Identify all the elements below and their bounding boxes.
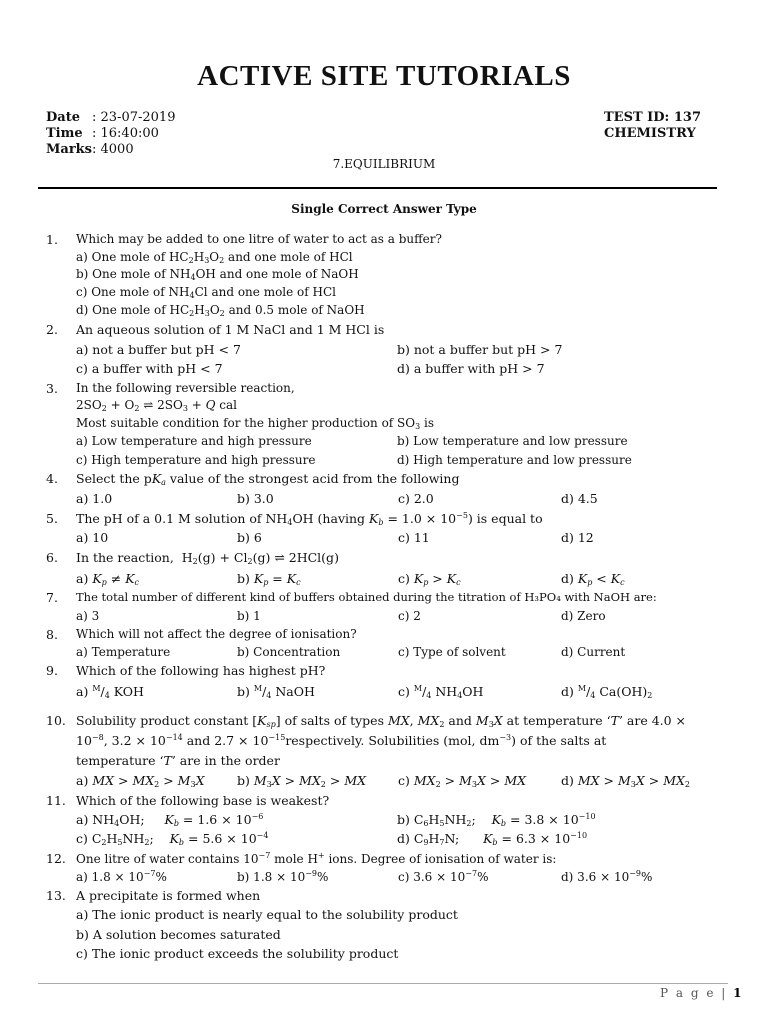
- question-text: temperature ‘T’ are in the order: [76, 753, 280, 768]
- question-number: 2.: [46, 322, 58, 337]
- question-number: 13.: [46, 888, 66, 903]
- option-d: d) MX > $M_3X > MX_2$: [561, 773, 691, 789]
- option-d: d) Current: [561, 645, 626, 659]
- option-c: c) One mole of $NH_4Cl$ and one mole of HCl: [76, 285, 337, 300]
- option-b: b) One mole of $NH_4OH$ and one mole of NaOH: [76, 267, 359, 282]
- option-a: a) MX > $MX_2 > M_3X$: [76, 773, 205, 789]
- option-d: d) a buffer with pH > 7: [397, 361, 545, 376]
- option-c: c) 11: [398, 530, 430, 545]
- option-c: c) 2.0: [398, 491, 434, 506]
- question-text: In the following reversible reaction,: [76, 381, 295, 395]
- option-b: b) 3.0: [237, 491, 274, 506]
- question-number: 6.: [46, 550, 58, 565]
- option-c: c) a buffer with pH < 7: [76, 361, 223, 376]
- subject: CHEMISTRY: [604, 126, 696, 141]
- question-text: Which may be added to one litre of water to act as a buffer?: [76, 232, 442, 246]
- question-number: 12.: [46, 851, 66, 866]
- question-number: 3.: [46, 381, 58, 396]
- option-d: d) $3.6 \times 10^{-9}\%$: [561, 869, 653, 884]
- question-number: 10.: [46, 713, 66, 728]
- option-a: a) 3: [76, 609, 100, 623]
- option-a: a) $NH_4OH$; $K_b = 1.6 \times 10^{-6}$: [76, 812, 264, 828]
- header-divider: [38, 187, 717, 189]
- marks-label: Marks: [46, 142, 92, 157]
- option-d: d) Zero: [561, 609, 606, 623]
- page-title: ACTIVE SITE TUTORIALS: [197, 60, 571, 92]
- question-text: One litre of water contains $10^{-7}$ mole H+ ions. Degree of ionisation of water is:: [76, 851, 557, 866]
- option-d: d) 12: [561, 530, 594, 545]
- question-text: Select the $pK_a$ value of the strongest acid from the following: [76, 471, 460, 487]
- time-value: : 16:40:00: [92, 126, 159, 141]
- option-a: a) The ionic product is nearly equal to the solubility product: [76, 907, 458, 922]
- page-label: P a g e |: [660, 986, 728, 1000]
- option-d: d) $C_9H_7N$; $K_b = 6.3 \times 10^{-10}$: [397, 831, 588, 847]
- marks-value: : 4000: [92, 142, 134, 157]
- question-text: $10^{-8}$, $3.2 \times 10^{-14}$ and $2.7 \times 10^{-15}respectively$. Solubilities (mol, $dm^{-3}$) of the salts at: [76, 733, 607, 748]
- option-a: a) Low temperature and high pressure: [76, 434, 312, 448]
- section-title: Single Correct Answer Type: [291, 202, 477, 216]
- question-text: A precipitate is formed when: [76, 888, 261, 903]
- question-text: Which of the following has highest pH?: [76, 663, 326, 678]
- footer-divider: [38, 983, 728, 984]
- option-a: a) 10: [76, 530, 109, 545]
- question-number: 11.: [46, 793, 66, 808]
- option-c: c) $MX_2 > M_3X$ > MX: [398, 773, 527, 789]
- option-b: b) $K_p = K_c$: [237, 571, 301, 587]
- time-label: Time: [46, 126, 83, 141]
- option-a: a) not a buffer but pH < 7: [76, 342, 241, 357]
- option-d: d) $^M/_4$ $Ca(OH)_2$: [561, 684, 653, 700]
- question-text: Solubility product constant $[K_{sp}]$ of salts of types MX, $MX_2$ and $M_3X$ at temperature ‘T’ are 4.0 ×: [76, 713, 687, 729]
- option-b: b) 6: [237, 530, 262, 545]
- option-c: c) 2: [398, 609, 421, 623]
- option-b: b) not a buffer but pH > 7: [397, 342, 563, 357]
- option-c: c) $3.6 \times 10^{-7}\%$: [398, 869, 489, 884]
- option-b: b) Concentration: [237, 645, 341, 659]
- option-b: b) Low temperature and low pressure: [397, 434, 628, 448]
- option-b: b) $M_3X > MX_2$ > MX: [237, 773, 367, 789]
- question-number: 8.: [46, 627, 58, 642]
- question-text: In the reaction, $H_2(g) + Cl_2(g)$ ⇌ 2HCl(g): [76, 550, 339, 566]
- option-c: c) $C_2H_5NH_2$; $K_b = 5.6 \times 10^{-4}$: [76, 831, 269, 847]
- option-d: d) One mole of $HC_2H_3O_2$ and 0.5 mole of NaOH: [76, 303, 365, 318]
- option-a: a) Temperature: [76, 645, 171, 659]
- option-c: c) High temperature and high pressure: [76, 453, 316, 467]
- question-subtext: Most suitable condition for the higher production of $SO_3$ is: [76, 416, 435, 431]
- option-c: c) $K_p > K_c$: [398, 571, 461, 587]
- option-d: d) High temperature and low pressure: [397, 453, 632, 467]
- option-d: d) 4.5: [561, 491, 598, 506]
- option-c: c) Type of solvent: [398, 645, 506, 659]
- reaction-equation: $2SO_2 + O_2$ ⇌ $2SO_3 + Q$ cal: [76, 398, 237, 413]
- option-b: b) $1.8 \times 10^{-9}\%$: [237, 869, 329, 884]
- option-b: b) A solution becomes saturated: [76, 927, 281, 942]
- option-b: b) $^M/_4$ NaOH: [237, 684, 315, 700]
- test-meta-right: [604, 110, 701, 142]
- page-footer: [660, 986, 742, 1000]
- test-meta-left: [46, 110, 175, 158]
- option-a: a) $1.8 \times 10^{-7}\%$: [76, 869, 167, 884]
- date-label: Date: [46, 110, 80, 125]
- option-b: b) $C_6H_5NH_2$; $K_b = 3.8 \times 10^{-10}$: [397, 812, 596, 828]
- question-number: 5.: [46, 511, 58, 526]
- question-text: Which will not affect the degree of ionisation?: [76, 627, 357, 641]
- test-id: TEST ID: 137: [604, 110, 701, 125]
- option-a: a) 1.0: [76, 491, 113, 506]
- page-number: 1: [733, 986, 742, 1000]
- date-value: : 23-07-2019: [92, 110, 176, 125]
- question-number: 9.: [46, 663, 58, 678]
- option-a: a) $^M/_4$ KOH: [76, 684, 144, 700]
- question-text: The total number of different kind of buffers obtained during the titration of H₃PO₄ with NaOH are:: [76, 590, 657, 604]
- chapter-title: 7.EQUILIBRIUM: [332, 157, 436, 171]
- option-d: d) $K_p < K_c$: [561, 571, 625, 587]
- question-text: An aqueous solution of 1 M NaCl and 1 M HCl is: [76, 322, 385, 337]
- question-number: 1.: [46, 232, 58, 247]
- option-a: a) One mole of $HC_2H_3O_2$ and one mole of HCl: [76, 250, 353, 265]
- option-c: c) The ionic product exceeds the solubility product: [76, 946, 399, 961]
- question-number: 7.: [46, 590, 58, 605]
- question-text: Which of the following base is weakest?: [76, 793, 330, 808]
- option-c: c) $^M/_4$ $NH_4OH$: [398, 684, 484, 700]
- option-a: a) $K_p \ne K_c$: [76, 571, 140, 587]
- question-number: 4.: [46, 471, 58, 486]
- option-b: b) 1: [237, 609, 261, 623]
- question-text: The pH of a 0.1 M solution of $NH_4OH$ (having $K_b = 1.0 \times 10^{-5}$) is equal to: [76, 511, 543, 527]
